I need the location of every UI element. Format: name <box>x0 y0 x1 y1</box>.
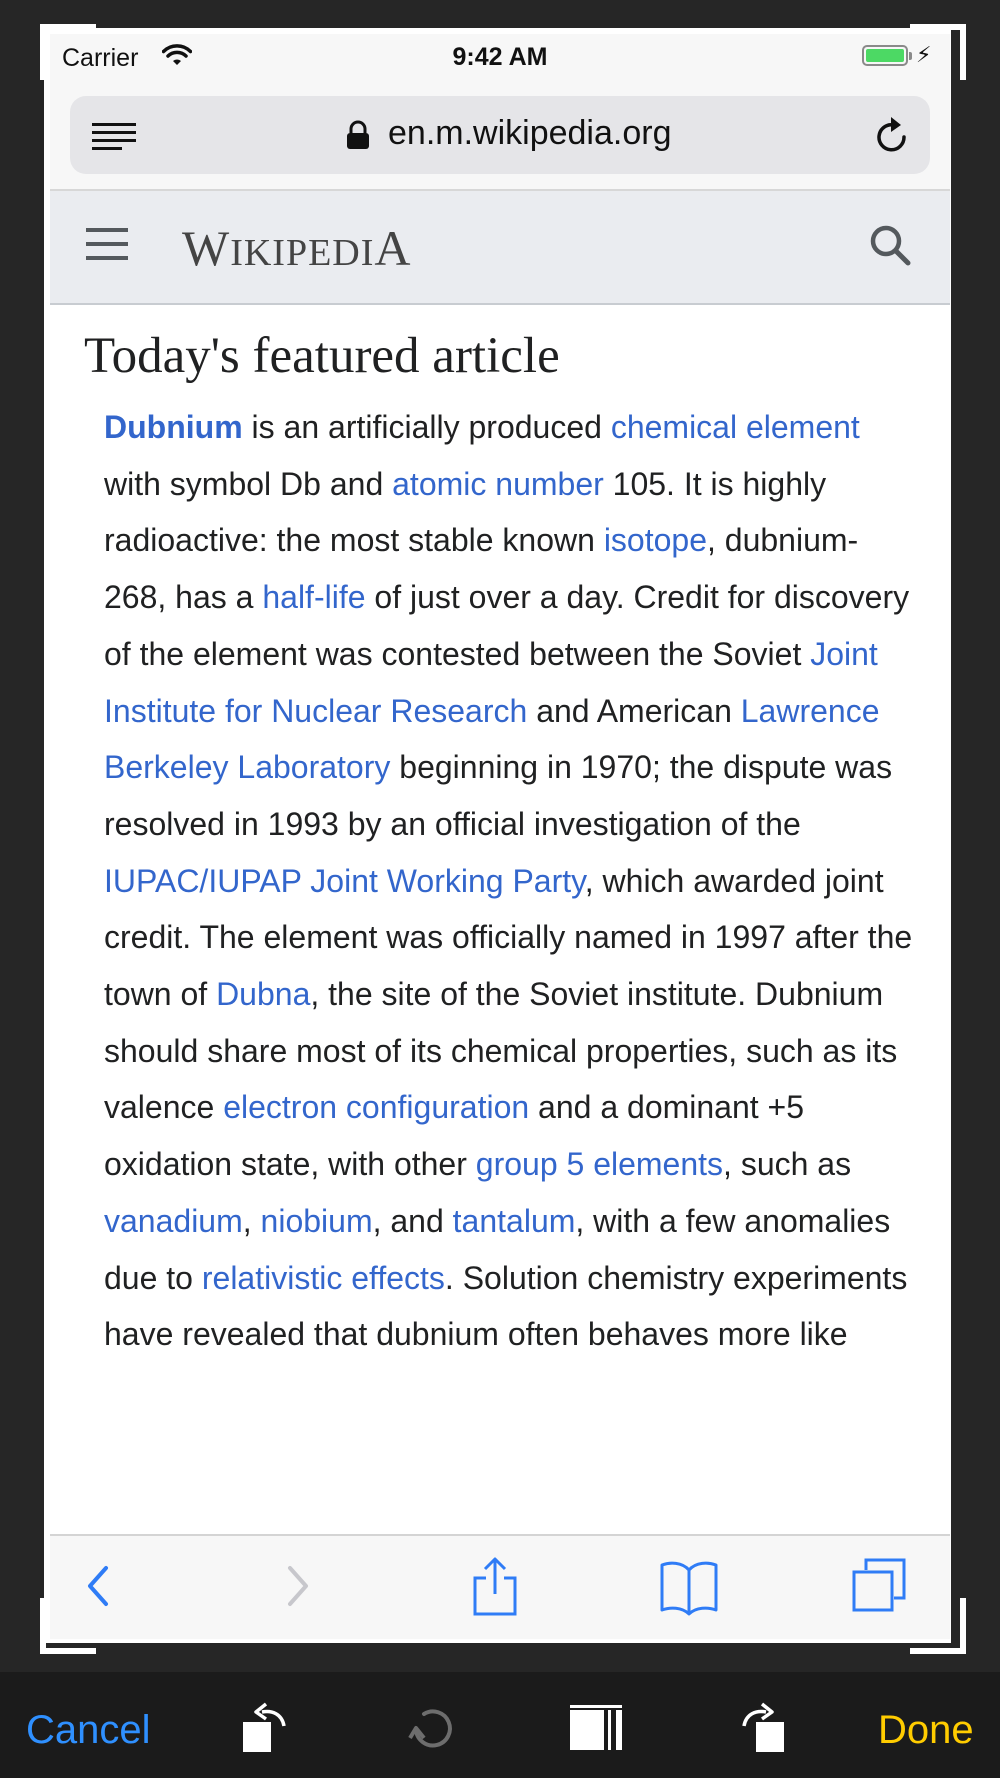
back-chevron-icon[interactable] <box>84 1556 114 1621</box>
article-text: of just over a day. Credit for discovery of the element was contested between the Soviet <box>104 579 910 672</box>
cancel-button[interactable]: Cancel <box>26 1708 151 1752</box>
article-link[interactable]: group 5 elements <box>475 1146 724 1183</box>
reload-icon[interactable] <box>874 115 910 160</box>
rotate-right-icon[interactable] <box>738 1700 788 1761</box>
carrier-label: Carrier <box>62 44 139 72</box>
tabs-icon[interactable] <box>850 1556 908 1621</box>
article-link[interactable]: relativistic effects <box>201 1259 445 1296</box>
article-link[interactable]: Joint Institute for Nuclear Research <box>104 635 878 729</box>
article-link[interactable]: tantalum <box>452 1202 576 1239</box>
editor-toolbar <box>0 1672 1000 1778</box>
article-text: beginning in 1970; the dispute was resolved in 1993 by an official investigation of the <box>104 749 893 842</box>
article-paragraph <box>104 399 916 1363</box>
article-text: and a dominant +5 oxidation state, with other <box>104 1089 805 1183</box>
article-link[interactable]: vanadium <box>104 1202 243 1239</box>
article-text: and American <box>527 692 741 729</box>
lock-icon <box>346 120 370 155</box>
article-link[interactable]: Dubnium <box>104 409 243 445</box>
article-text: with symbol Db and <box>104 465 393 502</box>
forward-chevron-icon <box>282 1556 312 1621</box>
battery-tip <box>909 52 912 60</box>
article-text: , with a few anomalies due to <box>104 1202 891 1296</box>
charging-bolt-icon: ⚡︎ <box>916 42 932 67</box>
article-link[interactable]: isotope <box>603 522 707 559</box>
clock: 9:42 AM <box>452 43 548 71</box>
captured-screenshot <box>50 34 950 1639</box>
wikipedia-header <box>50 191 950 305</box>
done-button[interactable]: Done <box>878 1708 974 1752</box>
article-link[interactable]: electron configuration <box>223 1089 530 1126</box>
rotate-left-icon[interactable] <box>240 1700 290 1761</box>
reader-view-icon[interactable] <box>92 122 138 157</box>
wikipedia-logo[interactable]: WIKIPEDIA <box>182 220 412 276</box>
article-link[interactable]: atomic number <box>392 465 604 502</box>
url-text[interactable]: en.m.wikipedia.org <box>388 114 672 152</box>
article-text: , such as <box>723 1146 852 1183</box>
hamburger-menu-icon[interactable] <box>86 227 128 266</box>
article-link[interactable]: IUPAC/IUPAP Joint Working Party <box>104 862 585 899</box>
article-content <box>50 305 950 1585</box>
status-bar <box>50 34 950 86</box>
aspect-ratio-icon[interactable] <box>568 1700 626 1761</box>
address-bar[interactable] <box>70 96 930 174</box>
browser-toolbar <box>50 1534 950 1639</box>
article-link[interactable]: chemical element <box>610 409 860 445</box>
article-link[interactable]: Lawrence Berkeley Laboratory <box>104 692 880 786</box>
article-text: , dubnium-268, has a <box>104 522 859 616</box>
article-text: 105. It is highly radioactive: the most stable known <box>104 465 827 559</box>
battery-icon <box>862 45 908 66</box>
share-icon[interactable] <box>470 1556 520 1623</box>
page-title: Today's featured article <box>84 328 560 384</box>
article-text: , the site of the Soviet institute. Dubnium should share most of its chemical properties, such as its valence <box>104 976 898 1126</box>
search-icon[interactable] <box>868 223 912 272</box>
article-text: , which awarded joint credit. The element was officially named in 1997 after the town of <box>104 862 913 1013</box>
article-text: is an artificially produced <box>242 409 611 445</box>
revert-icon[interactable] <box>404 1700 460 1761</box>
article-link[interactable]: half-life <box>262 579 366 616</box>
article-text: . Solution chemistry experiments have revealed that dubnium often behaves more like <box>104 1259 908 1353</box>
article-text: , <box>242 1202 261 1239</box>
article-link[interactable]: Dubna <box>216 976 311 1013</box>
browser-address-area <box>50 86 950 191</box>
bookmarks-icon[interactable] <box>658 1556 720 1621</box>
article-text: , and <box>372 1202 453 1239</box>
article-link[interactable]: niobium <box>260 1202 373 1239</box>
